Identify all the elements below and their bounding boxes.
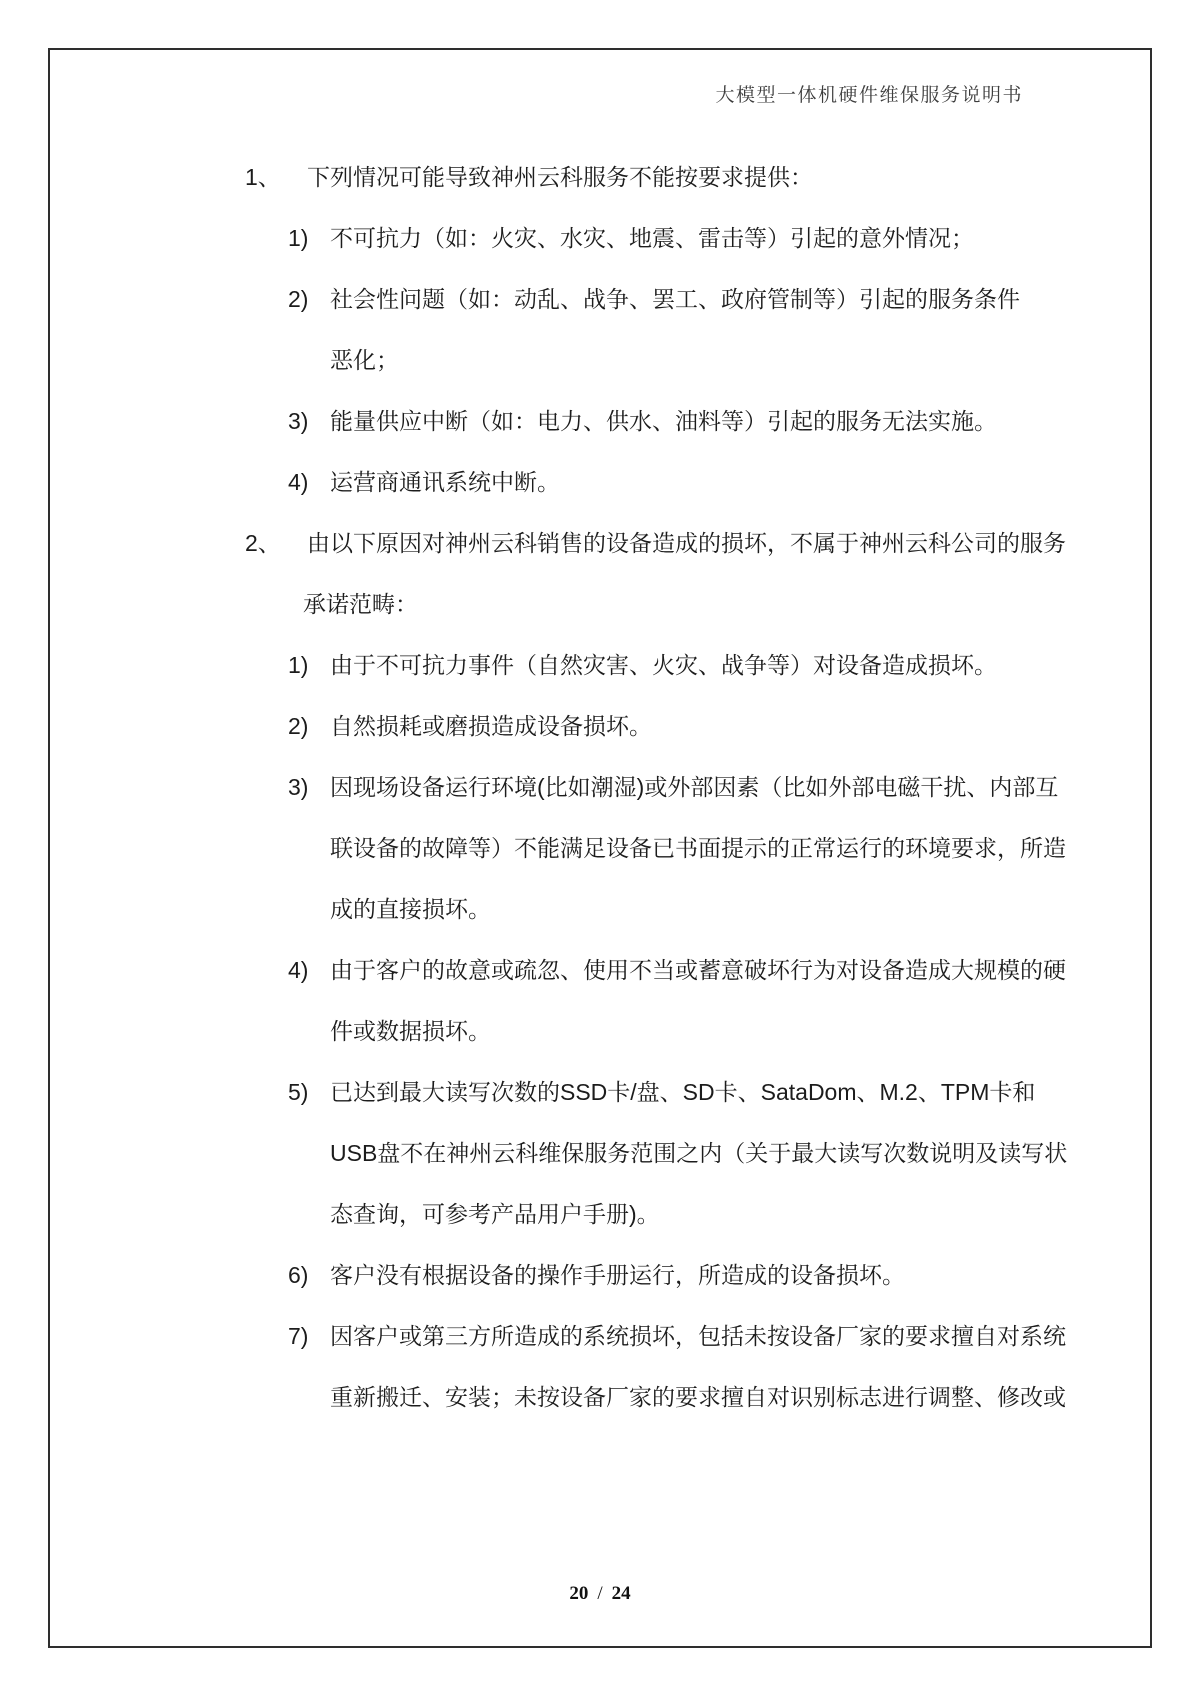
list-text: 自然损耗或磨损造成设备损坏。 (330, 712, 652, 739)
list-text: 运营商通讯系统中断。 (330, 468, 560, 495)
list-number: 1、 (245, 163, 281, 190)
list-item-continuation (245, 1367, 1066, 1428)
list-item-continuation (245, 574, 1045, 635)
document-body (245, 147, 1068, 1428)
list-item-continuation (245, 1001, 1045, 1062)
list-item-continuation (245, 1123, 1068, 1184)
list-item-level2 (245, 635, 1045, 696)
list-text: 联设备的故障等）不能满足设备已书面提示的正常运行的环境要求，所造 (330, 834, 1066, 861)
list-text: 由于不可抗力事件（自然灾害、火灾、战争等）对设备造成损坏。 (330, 651, 997, 678)
list-item-level2 (245, 391, 1045, 452)
list-text: 客户没有根据设备的操作手册运行，所造成的设备损坏。 (330, 1261, 905, 1288)
list-number: 4) (288, 468, 309, 495)
list-number: 2) (288, 712, 309, 739)
list-text: 不可抗力（如：火灾、水灾、地震、雷击等）引起的意外情况； (330, 224, 974, 251)
list-item-continuation (245, 330, 1045, 391)
page-number-separator: / (597, 1583, 603, 1604)
list-item-level1 (245, 147, 1045, 208)
list-text: 态查询，可参考产品用户手册)。 (330, 1200, 660, 1227)
page-number (0, 1583, 1200, 1605)
list-text: USB盘不在神州云科维保服务范围之内（关于最大读写次数说明及读写状 (330, 1139, 1068, 1166)
list-text: 因客户或第三方所造成的系统损坏，包括未按设备厂家的要求擅自对系统 (330, 1322, 1066, 1349)
list-text: 由于客户的故意或疏忽、使用不当或蓄意破坏行为对设备造成大规模的硬 (330, 956, 1066, 983)
list-text: 因现场设备运行环境(比如潮湿)或外部因素（比如外部电磁干扰、内部互 (330, 773, 1059, 800)
list-number: 6) (288, 1261, 309, 1288)
list-text: 重新搬迁、安装；未按设备厂家的要求擅自对识别标志进行调整、修改或 (330, 1383, 1066, 1410)
list-item-level2 (245, 1245, 1045, 1306)
list-text: 承诺范畴： (303, 590, 418, 617)
list-item-level2 (245, 940, 1066, 1001)
list-number: 2) (288, 285, 309, 312)
list-item-level2 (245, 757, 1059, 818)
list-item-level2 (245, 696, 1045, 757)
list-item-level2 (245, 1062, 1045, 1123)
list-item-level2 (245, 1306, 1066, 1367)
list-number: 7) (288, 1322, 309, 1349)
page-number-current: 20 (569, 1583, 589, 1604)
list-item-level2 (245, 452, 1045, 513)
header-title: 大模型一体机硬件维保服务说明书 (715, 85, 1023, 106)
list-text: 恶化； (330, 346, 399, 373)
list-item-continuation (245, 1184, 1045, 1245)
list-number: 1) (288, 651, 309, 678)
list-text: 社会性问题（如：动乱、战争、罢工、政府管制等）引起的服务条件 (330, 285, 1020, 312)
page-number-total: 24 (611, 1583, 631, 1604)
list-item-level2 (245, 269, 1045, 330)
list-text: 由以下原因对神州云科销售的设备造成的损坏，不属于神州云科公司的服务 (307, 529, 1066, 556)
list-text: 已达到最大读写次数的SSD卡/盘、SD卡、SataDom、M.2、TPM卡和 (330, 1078, 1036, 1105)
list-number: 3) (288, 407, 309, 434)
list-number: 4) (288, 956, 309, 983)
list-text: 成的直接损坏。 (330, 895, 491, 922)
list-number: 2、 (245, 529, 281, 556)
list-item-level1 (245, 513, 1066, 574)
list-item-continuation (245, 818, 1066, 879)
list-text: 下列情况可能导致神州云科服务不能按要求提供： (307, 163, 813, 190)
list-number: 3) (288, 773, 309, 800)
list-text: 件或数据损坏。 (330, 1017, 491, 1044)
list-text: 能量供应中断（如：电力、供水、油料等）引起的服务无法实施。 (330, 407, 997, 434)
list-item-level2 (245, 208, 1045, 269)
list-item-continuation (245, 879, 1045, 940)
list-number: 5) (288, 1078, 309, 1105)
list-number: 1) (288, 224, 309, 251)
